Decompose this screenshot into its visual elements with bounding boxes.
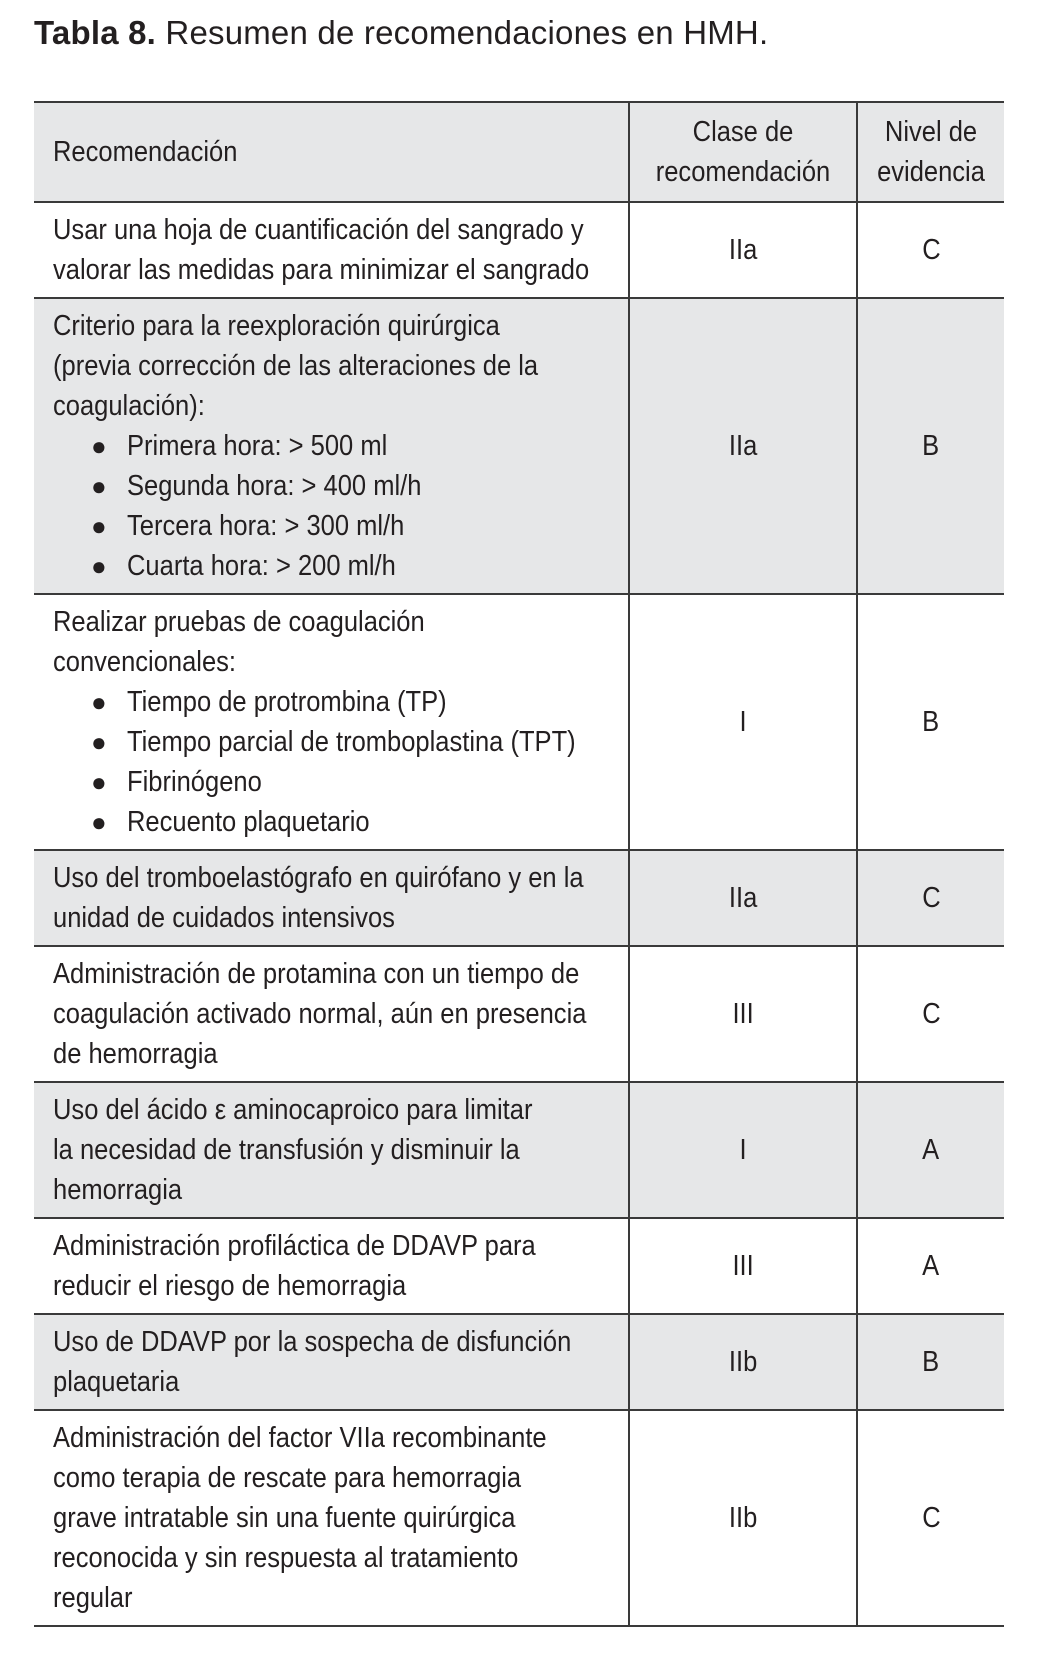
recommendation-class: IIb xyxy=(728,1346,758,1378)
bullet-icon: ● xyxy=(91,727,107,757)
bullet-text: Recuento plaquetario xyxy=(127,806,370,838)
recommendation-text-line: Criterio para la reexploración quirúrgica xyxy=(53,310,500,342)
bullet-text: Tiempo parcial de tromboplastina (TPT) xyxy=(127,726,576,758)
class-cell xyxy=(629,1410,857,1626)
recommendations-table xyxy=(34,101,1004,1627)
bullet-item xyxy=(91,682,614,722)
evidence-level: B xyxy=(922,430,940,462)
recommendation-text-line: Administración de protamina con un tiempo de xyxy=(53,958,580,990)
table-row xyxy=(34,1410,1004,1626)
bullet-item xyxy=(91,546,614,586)
evidence-level: A xyxy=(922,1250,940,1282)
bullet-icon: ● xyxy=(91,511,107,541)
recommendation-text-line: coagulación): xyxy=(53,390,205,422)
class-cell xyxy=(629,1314,857,1410)
level-cell xyxy=(857,1082,1004,1218)
table-row xyxy=(34,1314,1004,1410)
bullet-item xyxy=(91,506,614,546)
recommendation-cell xyxy=(34,1410,629,1626)
table-row xyxy=(34,594,1004,850)
recommendation-text-line: Administración del factor VIIa recombinante xyxy=(53,1422,547,1454)
bullet-icon: ● xyxy=(91,687,107,717)
table-caption: Resumen de recomendaciones en HMH. xyxy=(165,14,769,51)
recommendation-text-line: hemorragia xyxy=(53,1174,183,1206)
recommendation-cell xyxy=(34,1218,629,1314)
evidence-level: C xyxy=(921,998,941,1030)
recommendation-class: IIa xyxy=(728,430,758,462)
class-cell xyxy=(629,594,857,850)
class-cell xyxy=(629,1218,857,1314)
recommendation-text-line: Uso del ácido ε aminocaproico para limitar xyxy=(53,1094,533,1126)
recommendation-text-line: Administración profiláctica de DDAVP para xyxy=(53,1230,536,1262)
bullet-item xyxy=(91,802,614,842)
level-cell xyxy=(857,1314,1004,1410)
table-row xyxy=(34,850,1004,946)
header-level: Nivel de evidencia xyxy=(857,102,1004,202)
bullet-icon: ● xyxy=(91,551,107,581)
recommendation-cell xyxy=(34,850,629,946)
bullet-item xyxy=(91,762,614,802)
recommendation-class: I xyxy=(739,706,747,738)
bullet-list xyxy=(53,426,614,586)
level-cell xyxy=(857,1410,1004,1626)
recommendation-cell xyxy=(34,298,629,594)
recommendation-text-line: grave intratable sin una fuente quirúrgica xyxy=(53,1502,516,1534)
class-cell xyxy=(629,298,857,594)
recommendation-text-line: coagulación activado normal, aún en presencia xyxy=(53,998,587,1030)
recommendation-class: III xyxy=(732,1250,754,1282)
recommendation-cell xyxy=(34,946,629,1082)
header-class: Clase de recomendación xyxy=(629,102,857,202)
recommendation-cell xyxy=(34,594,629,850)
recommendation-class: III xyxy=(732,998,754,1030)
table-row xyxy=(34,1218,1004,1314)
bullet-item xyxy=(91,466,614,506)
level-cell xyxy=(857,850,1004,946)
evidence-level: A xyxy=(922,1134,940,1166)
bullet-text: Primera hora: > 500 ml xyxy=(127,430,388,462)
class-cell xyxy=(629,202,857,298)
evidence-level: B xyxy=(922,1346,940,1378)
recommendation-cell xyxy=(34,1082,629,1218)
recommendation-text-line: Uso de DDAVP por la sospecha de disfunción xyxy=(53,1326,572,1358)
bullet-item xyxy=(91,426,614,466)
recommendation-text-line: valorar las medidas para minimizar el sangrado xyxy=(53,254,590,286)
bullet-icon: ● xyxy=(91,431,107,461)
table-body xyxy=(34,202,1004,1626)
recommendation-cell xyxy=(34,1314,629,1410)
evidence-level: C xyxy=(921,234,941,266)
bullet-icon: ● xyxy=(91,807,107,837)
recommendation-text-line: Realizar pruebas de coagulación xyxy=(53,606,425,638)
recommendation-class: IIa xyxy=(728,234,758,266)
header-recommendation: Recomendación xyxy=(34,102,629,202)
class-cell xyxy=(629,850,857,946)
bullet-text: Tiempo de protrombina (TP) xyxy=(127,686,447,718)
table-row xyxy=(34,202,1004,298)
class-cell xyxy=(629,946,857,1082)
evidence-level: B xyxy=(922,706,940,738)
recommendation-text-line: como terapia de rescate para hemorragia xyxy=(53,1462,522,1494)
evidence-level: C xyxy=(921,882,941,914)
table-row xyxy=(34,1082,1004,1218)
bullet-text: Fibrinógeno xyxy=(127,766,262,798)
table-row xyxy=(34,298,1004,594)
recommendation-class: I xyxy=(739,1134,747,1166)
bullet-text: Tercera hora: > 300 ml/h xyxy=(127,510,405,542)
class-cell xyxy=(629,1082,857,1218)
recommendation-text-line: Uso del tromboelastógrafo en quirófano y en la xyxy=(53,862,584,894)
bullet-text: Cuarta hora: > 200 ml/h xyxy=(127,550,396,582)
recommendation-text-line: la necesidad de transfusión y disminuir la xyxy=(53,1134,520,1166)
recommendation-text-line: unidad de cuidados intensivos xyxy=(53,902,395,934)
recommendation-text-line: de hemorragia xyxy=(53,1038,218,1070)
recommendation-text-line: (previa corrección de las alteraciones de la xyxy=(53,350,539,382)
recommendation-text-line: convencionales: xyxy=(53,646,237,678)
recommendation-class: IIa xyxy=(728,882,758,914)
table-number: Tabla 8. xyxy=(34,14,157,51)
header-row xyxy=(34,102,1004,202)
level-cell xyxy=(857,946,1004,1082)
bullet-icon: ● xyxy=(91,471,107,501)
bullet-icon: ● xyxy=(91,767,107,797)
recommendation-class: IIb xyxy=(728,1502,758,1534)
recommendation-text-line: regular xyxy=(53,1582,133,1614)
level-cell xyxy=(857,202,1004,298)
evidence-level: C xyxy=(921,1502,941,1534)
table-title xyxy=(34,14,768,52)
recommendation-cell xyxy=(34,202,629,298)
recommendation-text-line: reducir el riesgo de hemorragia xyxy=(53,1270,407,1302)
recommendation-text-line: reconocida y sin respuesta al tratamiento xyxy=(53,1542,519,1574)
recommendation-text-line: Usar una hoja de cuantificación del sangrado y xyxy=(53,214,584,246)
table-row xyxy=(34,946,1004,1082)
bullet-item xyxy=(91,722,614,762)
level-cell xyxy=(857,594,1004,850)
level-cell xyxy=(857,298,1004,594)
level-cell xyxy=(857,1218,1004,1314)
bullet-text: Segunda hora: > 400 ml/h xyxy=(127,470,422,502)
bullet-list xyxy=(53,682,614,842)
recommendation-text-line: plaquetaria xyxy=(53,1366,180,1398)
